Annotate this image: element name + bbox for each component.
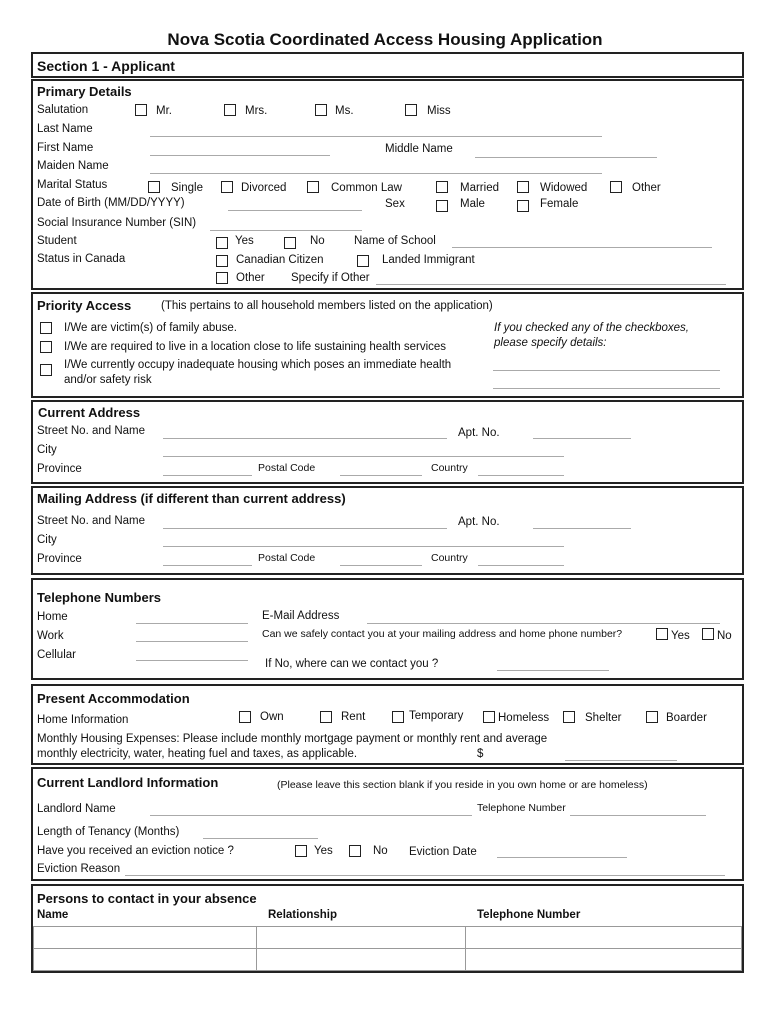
rent-checkbox[interactable] [320,711,332,723]
tenancy-field[interactable] [203,838,318,839]
mailing-country-label: Country [431,552,468,564]
boarder-checkbox[interactable] [646,711,658,723]
mailing-address-heading: Mailing Address (if different than current address) [37,491,346,506]
current-country-field[interactable] [478,475,564,476]
contact-relationship-cell[interactable] [257,949,466,971]
maiden-name-label: Maiden Name [37,160,109,172]
expenses-field[interactable] [565,760,677,761]
landed-checkbox[interactable] [357,255,369,267]
contacts-col-phone: Telephone Number [477,909,581,921]
work-phone-field[interactable] [136,641,248,642]
if-no-label: If No, where can we contact you ? [265,658,439,670]
married-label: Married [460,182,499,194]
current-city-label: City [37,444,57,456]
student-label: Student [37,235,77,247]
current-apt-label: Apt. No. [458,427,500,439]
male-checkbox[interactable] [436,200,448,212]
mailing-apt-field[interactable] [533,528,631,529]
mr-label: Mr. [156,105,172,117]
dob-label: Date of Birth (MM/DD/YYYY) [37,197,185,209]
current-address-heading: Current Address [38,405,141,420]
priority-access-heading: Priority Access [37,298,132,313]
safe-contact-question: Can we safely contact you at your mailing address and home phone number? [262,628,623,640]
widowed-label: Widowed [540,182,588,194]
marital-status-label: Marital Status [37,179,108,191]
student-yes-label: Yes [235,235,254,247]
specify-other-field[interactable] [376,284,726,285]
eviction-date-field[interactable] [497,857,627,858]
table-row [34,927,742,949]
abuse-label: I/We are victim(s) of family abuse. [64,322,237,334]
school-label: Name of School [354,235,436,247]
current-street-field[interactable] [163,438,447,439]
contacts-heading: Persons to contact in your absence [37,891,257,906]
contact-phone-cell[interactable] [466,949,742,971]
current-country-label: Country [431,462,468,474]
landlord-name-label: Landlord Name [37,803,116,815]
contact-name-cell[interactable] [34,949,257,971]
mailing-city-field[interactable] [163,546,564,547]
other-marital-label: Other [632,182,661,194]
safe-contact-yes-label: Yes [671,630,690,642]
contact-name-cell[interactable] [34,927,257,949]
female-label: Female [540,198,579,210]
common-law-label: Common Law [331,182,402,194]
mailing-apt-label: Apt. No. [458,516,500,528]
eviction-reason-field[interactable] [125,875,725,876]
sin-label: Social Insurance Number (SIN) [37,217,197,229]
citizen-checkbox[interactable] [216,255,228,267]
last-name-field[interactable] [150,136,602,137]
priority-note: (This pertains to all household members listed on the application) [161,300,493,312]
eviction-no-checkbox[interactable] [349,845,361,857]
eviction-reason-label: Eviction Reason [37,863,121,875]
school-field[interactable] [452,247,712,248]
section1-title: Section 1 - Applicant [37,58,175,74]
dollar-sign: $ [477,748,484,760]
current-apt-field[interactable] [533,438,631,439]
boarder-label: Boarder [666,712,707,724]
mailing-city-label: City [37,534,57,546]
middle-name-label: Middle Name [385,143,453,155]
own-label: Own [260,711,284,723]
landed-label: Landed Immigrant [382,254,475,266]
common-law-checkbox[interactable] [307,181,319,193]
inadequate-housing-checkbox[interactable] [40,364,52,376]
home-info-label: Home Information [37,714,129,726]
current-province-label: Province [37,463,82,475]
work-phone-label: Work [37,630,64,642]
sex-label: Sex [385,198,405,210]
home-phone-label: Home [37,611,68,623]
safe-contact-yes-checkbox[interactable] [656,628,668,640]
married-checkbox[interactable] [436,181,448,193]
mrs-label: Mrs. [245,105,268,117]
email-field[interactable] [367,623,720,624]
temporary-label: Temporary [409,710,464,722]
mailing-province-label: Province [37,553,82,565]
single-label: Single [171,182,203,194]
current-postal-field[interactable] [340,475,422,476]
last-name-label: Last Name [37,123,93,135]
eviction-question: Have you received an eviction notice ? [37,845,234,857]
mailing-street-field[interactable] [163,528,447,529]
status-label: Status in Canada [37,253,126,265]
salutation-label: Salutation [37,104,89,116]
contacts-col-relationship: Relationship [268,909,338,921]
abuse-checkbox[interactable] [40,322,52,334]
priority-details-field-1[interactable] [493,370,720,371]
homeless-label: Homeless [498,712,550,724]
eviction-date-label: Eviction Date [409,846,477,858]
own-checkbox[interactable] [239,711,251,723]
inadequate-housing-label: I/We currently occupy inadequate housing which poses an immediate health [64,359,452,371]
expenses-text-2: monthly electricity, water, heating fuel and taxes, as applicable. [37,748,358,760]
eviction-yes-label: Yes [314,845,333,857]
telephone-heading: Telephone Numbers [37,590,162,605]
landlord-phone-label: Telephone Number [477,802,566,814]
temporary-checkbox[interactable] [392,711,404,723]
student-no-label: No [310,235,325,247]
priority-hint-2: please specify details: [494,337,607,349]
cellular-label: Cellular [37,649,76,661]
status-other-checkbox[interactable] [216,272,228,284]
contact-phone-cell[interactable] [466,927,742,949]
cellular-field[interactable] [136,660,248,661]
landlord-name-field[interactable] [150,815,472,816]
current-street-label: Street No. and Name [37,425,146,437]
inadequate-housing-label-2: and/or safety risk [64,374,152,386]
contact-relationship-cell[interactable] [257,927,466,949]
tenancy-label: Length of Tenancy (Months) [37,826,180,838]
home-phone-field[interactable] [136,623,248,624]
mailing-postal-field[interactable] [340,565,422,566]
contacts-col-name: Name [37,909,69,921]
current-city-field[interactable] [163,456,564,457]
dob-field[interactable] [228,210,362,211]
student-yes-checkbox[interactable] [216,237,228,249]
expenses-text-1: Monthly Housing Expenses: Please include monthly mortgage payment or monthly rent and average [37,733,548,745]
rent-label: Rent [341,711,366,723]
mailing-province-field[interactable] [163,565,252,566]
shelter-label: Shelter [585,712,622,724]
miss-label: Miss [427,105,451,117]
priority-hint-1: If you checked any of the checkboxes, [494,322,689,334]
safe-contact-no-label: No [717,630,732,642]
page-title: Nova Scotia Coordinated Access Housing Application [167,30,603,49]
health-services-label: I/We are required to live in a location close to life sustaining health services [64,341,447,353]
contacts-table [33,926,742,971]
mrs-checkbox[interactable] [224,104,236,116]
shelter-checkbox[interactable] [563,711,575,723]
if-no-field[interactable] [497,670,609,671]
landlord-heading: Current Landlord Information [37,775,219,790]
female-checkbox[interactable] [517,200,529,212]
accommodation-heading: Present Accommodation [37,691,190,706]
landlord-phone-field[interactable] [570,815,706,816]
widowed-checkbox[interactable] [517,181,529,193]
mailing-street-label: Street No. and Name [37,515,146,527]
student-no-checkbox[interactable] [284,237,296,249]
divorced-label: Divorced [241,182,287,194]
homeless-checkbox[interactable] [483,711,495,723]
ms-label: Ms. [335,105,354,117]
miss-checkbox[interactable] [405,104,417,116]
ms-checkbox[interactable] [315,104,327,116]
sin-field[interactable] [210,230,362,231]
mr-checkbox[interactable] [135,104,147,116]
other-marital-checkbox[interactable] [610,181,622,193]
single-checkbox[interactable] [148,181,160,193]
first-name-label: First Name [37,142,94,154]
landlord-note: (Please leave this section blank if you reside in you own home or are homeless) [277,779,648,791]
primary-details-heading: Primary Details [37,84,132,99]
eviction-yes-checkbox[interactable] [295,845,307,857]
first-name-field[interactable] [150,155,330,156]
citizen-label: Canadian Citizen [236,254,324,266]
mailing-postal-label: Postal Code [258,552,316,564]
eviction-no-label: No [373,845,388,857]
priority-details-field-2[interactable] [493,388,720,389]
email-label: E-Mail Address [262,610,340,622]
middle-name-field[interactable] [475,157,657,158]
current-province-field[interactable] [163,475,252,476]
maiden-name-field[interactable] [150,173,602,174]
table-row [34,949,742,971]
specify-other-label: Specify if Other [291,272,370,284]
current-postal-label: Postal Code [258,462,316,474]
divorced-checkbox[interactable] [221,181,233,193]
mailing-country-field[interactable] [478,565,564,566]
status-other-label: Other [236,272,265,284]
health-services-checkbox[interactable] [40,341,52,353]
safe-contact-no-checkbox[interactable] [702,628,714,640]
male-label: Male [460,198,485,210]
